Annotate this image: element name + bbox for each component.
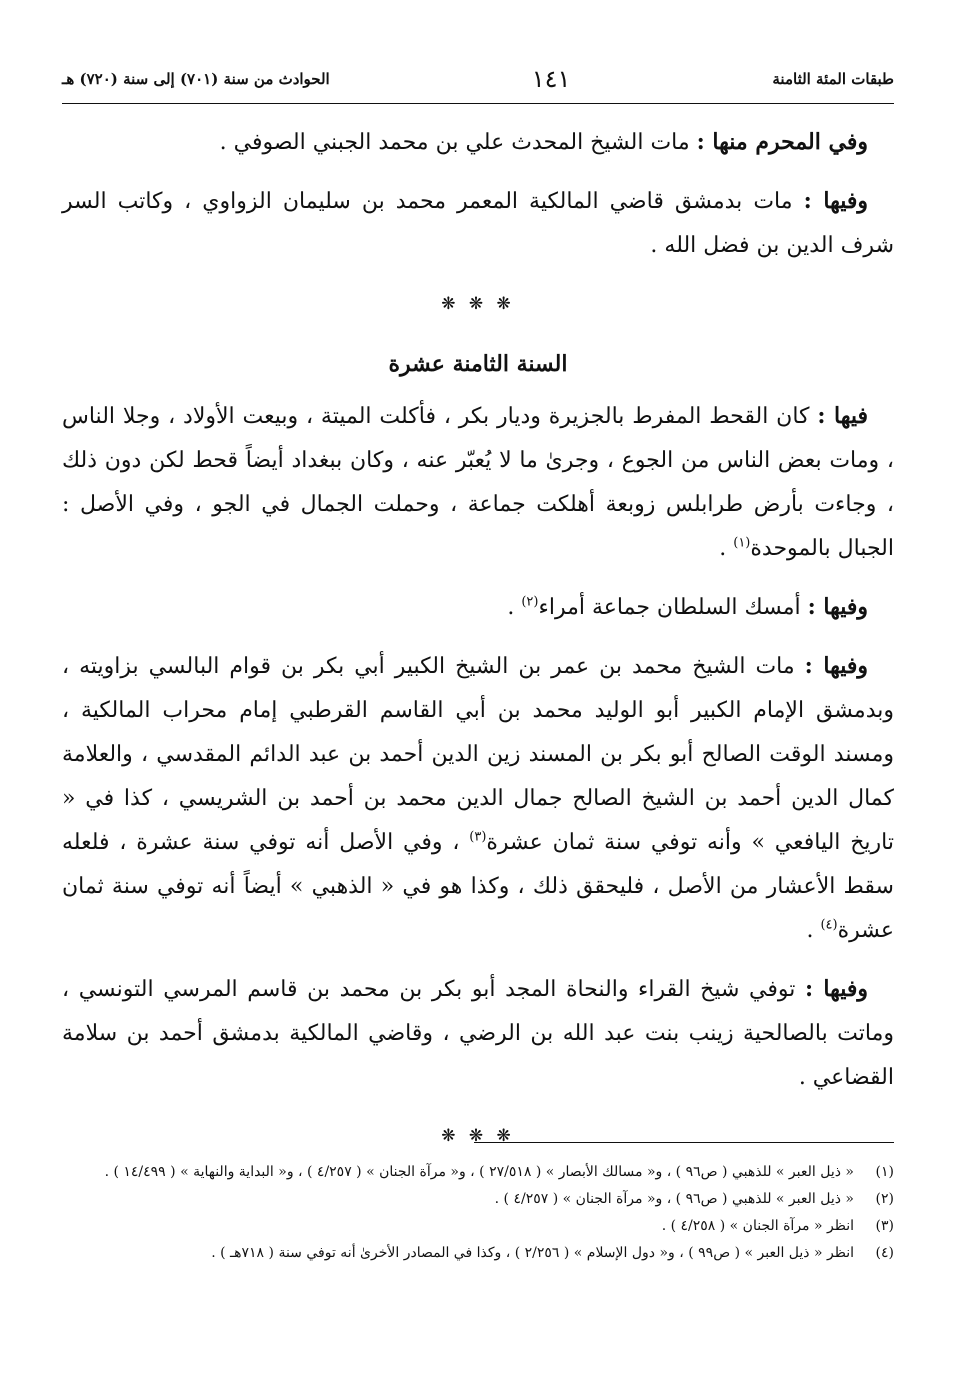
- footnote-ref[interactable]: (٢): [521, 594, 539, 610]
- paragraph-muharram: [62, 120, 894, 165]
- header-chapter-title: الحوادث من سنة (٧٠١) إلى سنة (٧٢٠) هـ: [62, 70, 330, 88]
- footnote-text: انظر « مرآة الجنان » ( ٤/٢٥٨ ) .: [661, 1218, 854, 1234]
- paragraph-lead: وفيها :: [807, 594, 868, 620]
- page-number: ١٤١: [531, 65, 571, 93]
- paragraph-text: توفي شيخ القراء والنحاة المجد أبو بكر بن محمد بن قاسم المرسي التونسي ، وماتت بالصالحية زينب بنت عبد الله بن الرضي ، وقاضي المالكية بدمشق أحمد بن سلامة القضاعي .: [62, 977, 894, 1090]
- paragraph-tail: .: [719, 536, 734, 561]
- year-heading: السنة الثامنة عشرة: [388, 351, 568, 377]
- footnote-rule: [474, 1142, 894, 1143]
- paragraph-text: ، وفي الأصل أنه توفي سنة عشرة ، فلعله سقط الأعشار من الأصل ، فليحقق ذلك ، وكذا هو في « الذهبي » أيضاً أنه توفي سنة ثمان عشرة: [62, 830, 894, 943]
- header-book-section: طبقات المئة الثامنة: [772, 70, 894, 88]
- paragraph-lead: فيها :: [817, 403, 868, 429]
- paragraph-qurra: [62, 967, 894, 1100]
- main-text: [62, 120, 894, 1174]
- footnote-number: (٢): [875, 1191, 894, 1207]
- footnote-text: « ذيل العبر » للذهبي ( ص٩٦ ) ، و« مرآة الجنان » ( ٤/٢٥٧ ) .: [494, 1191, 854, 1207]
- footnote-number: (٤): [875, 1245, 894, 1261]
- paragraph-text: مات الشيخ محمد بن عمر بن الشيخ الكبير أبي بكر بن قوام البالسي بزاويته ، وبدمشق الإمام الكبير أبو الوليد محمد بن أبي القاسم القرطبي إمام محراب المالكية ، ومسند الوقت الصالح أبو بكر بن المسند زين الدين أحمد بن عبد الدائم المقدسي ، والعلامة كمال الدين أحمد بن الشيخ الصالح جمال الدين محمد بن أحمد بن الشريسي ، كذا في « تاريخ اليافعي » وأنه توفي سنة ثمان عشرة: [62, 654, 894, 855]
- section-separator: ❋ ❋ ❋: [441, 294, 515, 314]
- paragraph-text: أمسك السلطان جماعة أمراء: [538, 595, 808, 620]
- paragraph-lead: وفي المحرم منها :: [696, 129, 868, 155]
- footnote: [62, 1241, 894, 1266]
- paragraph-tail: .: [806, 918, 821, 943]
- footnote-text: « ذيل العبر » للذهبي ( ص٩٦ ) ، و« مسالك الأبصار » ( ٢٧/٥١٨ ) ، و« مرآة الجنان » ( ٤/٢٥٧ ) ، و« البداية والنهاية » ( ١٤/٤٩٩ ) .: [104, 1164, 854, 1180]
- footnote: [62, 1214, 894, 1239]
- paragraph-text: كان القحط المفرط بالجزيرة وديار بكر ، فأكلت الميتة ، وبيعت الأولاد ، وجلا الناس ، ومات بعض الناس من الجوع ، وجرىٰ ما لا يُعبّر عنه ، وكان ببغداد أيضاً قحط لكن دون ذلك ، وجاءت بأرض طرابلس زوبعة أهلكت جماعة ، وحملت الجمال في الجو ، وفي الأصل : الجبال بالموحدة: [62, 404, 894, 561]
- paragraph-lead: وفيها :: [804, 653, 869, 679]
- paragraph-deaths: [62, 644, 894, 953]
- paragraph-text: مات بدمشق قاضي المالكية المعمر محمد بن سليمان الزواوي ، وكاتب السر شرف الدين بن فضل الله .: [62, 189, 894, 258]
- footnote-ref[interactable]: (٤): [820, 917, 838, 933]
- paragraph-emirs: [62, 585, 894, 630]
- paragraph-text: مات الشيخ المحدث علي بن محمد الجبني الصوفي .: [219, 130, 697, 155]
- paragraph-tail: .: [507, 595, 522, 620]
- footnote: [62, 1160, 894, 1185]
- footnotes: [62, 1160, 894, 1268]
- paragraph-famine: [62, 394, 894, 571]
- footnote-ref[interactable]: (٣): [469, 829, 487, 845]
- footnote: [62, 1187, 894, 1212]
- footnote-number: (١): [875, 1164, 894, 1180]
- paragraph-lead: وفيها :: [805, 976, 869, 1002]
- footnote-ref[interactable]: (١): [733, 535, 751, 551]
- section-separator: ❋ ❋ ❋: [441, 1126, 515, 1146]
- header-rule: [62, 103, 894, 104]
- paragraph-lead: وفيها :: [803, 188, 869, 214]
- footnote-text: انظر « ذيل العبر » ( ص٩٩ ) ، و« دول الإسلام » ( ٢/٢٥٦ ) ، وكذا في المصادر الأخرىٰ أنه توفي سنة ( ٧١٨هـ ) .: [211, 1245, 854, 1261]
- running-header: [62, 62, 894, 96]
- paragraph-damascus-judge: [62, 179, 894, 268]
- footnote-number: (٣): [875, 1218, 894, 1234]
